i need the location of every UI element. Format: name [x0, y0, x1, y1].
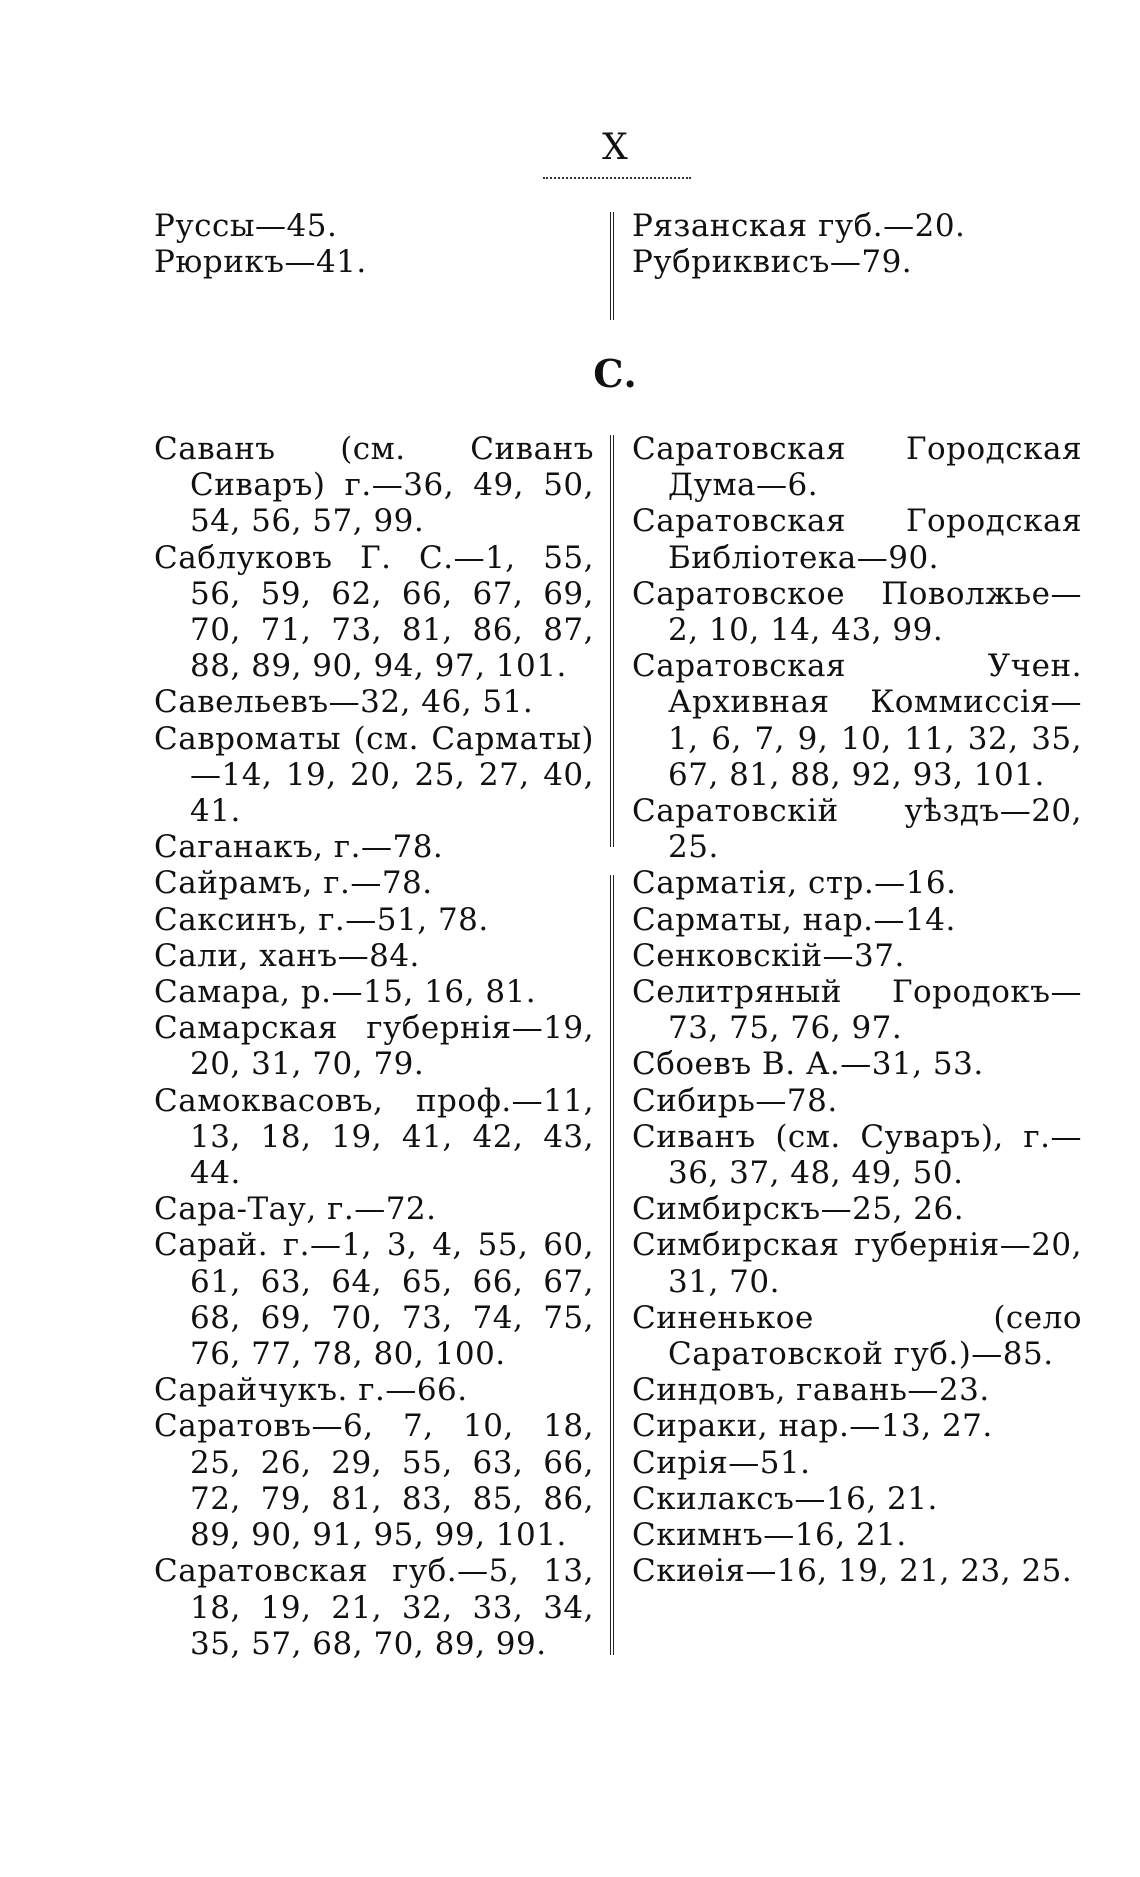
index-entry: Сиванъ (см. Суваръ), г.—36, 37, 48, 49, 50.: [632, 1118, 1082, 1192]
page-number: X: [602, 127, 628, 168]
index-entry: Саратовская губ.—5, 13, 18, 19, 21, 32, 33, 34, 35, 57, 68, 70, 89, 99.: [154, 1553, 594, 1662]
section-r-right-column: [632, 208, 1082, 280]
index-entry: Сайрамъ, г.—78.: [154, 865, 433, 902]
index-entry: Руссы—45.: [154, 208, 338, 244]
index-entry: Сирія—51.: [632, 1444, 811, 1481]
index-entry: Сара-Тау, г.—72.: [154, 1191, 437, 1228]
index-entry: Сенковскій—37.: [632, 937, 905, 974]
index-entry: Рюрикъ—41.: [154, 244, 367, 281]
section-letter: С.: [593, 351, 637, 396]
index-entry: Синенькое (село Саратовской губ.)—85.: [632, 1299, 1082, 1373]
index-entry: Самарская губернія—19, 20, 31, 70, 79.: [154, 1010, 594, 1083]
column-divider: [610, 212, 614, 320]
index-entry: Саблуковъ Г. С.—1, 55, 56, 59, 62, 66, 67, 69, 70, 71, 73, 81, 86, 87, 88, 89, 90, 94, 97, 101.: [154, 539, 594, 685]
section-s-left-column: [154, 431, 594, 1662]
section-s-right-column: [632, 431, 1082, 1590]
index-entry: Сбоевъ В. А.—31, 53.: [632, 1046, 984, 1083]
index-entry: Саратовское Поволжье—2, 10, 14, 43, 99.: [632, 575, 1082, 649]
index-entry: Симбирскъ—25, 26.: [632, 1191, 965, 1228]
index-entry: Скимнъ—16, 21.: [632, 1517, 907, 1554]
section-r-left-column: [154, 208, 604, 280]
index-entry: Синдовъ, гавань—23.: [632, 1372, 990, 1409]
index-entry: Сарматы, нар.—14.: [632, 901, 956, 938]
index-entry: Самара, р.—15, 16, 81.: [154, 974, 537, 1011]
index-entry: Сарайчукъ. г.—66.: [154, 1372, 468, 1409]
index-entry: Самоквасовъ, проф.—11, 13, 18, 19, 41, 42, 43, 44.: [154, 1082, 594, 1192]
index-entry: Рязанская губ.—20.: [632, 208, 966, 244]
index-entry: Савроматы (см. Сарматы)—14, 19, 20, 25, 27, 40, 41.: [154, 720, 594, 830]
index-entry: Скиѳія—16, 19, 21, 23, 25.: [632, 1553, 1073, 1590]
index-entry: Саратовскій уѣздъ—20, 25.: [632, 793, 1082, 866]
index-entry: Саганакъ, г.—78.: [154, 829, 444, 866]
index-entry: Саратовъ—6, 7, 10, 18, 25, 26, 29, 55, 63, 66, 72, 79, 81, 83, 85, 86, 89, 90, 91, 95, 99, 101.: [154, 1408, 594, 1554]
index-entry: Скилаксъ—16, 21.: [632, 1480, 938, 1517]
index-entry: Сираки, нар.—13, 27.: [632, 1408, 993, 1445]
index-entry: Рубриквисъ—79.: [632, 244, 913, 281]
index-entry: Сарматія, стр.—16.: [632, 865, 957, 902]
index-entry: Саванъ (см. Сиванъ Сиваръ) г.—36, 49, 50, 54, 56, 57, 99.: [154, 431, 594, 540]
header-rule: [543, 177, 691, 179]
index-entry: Саратовская Учен. Архивная Коммиссія—1, 6, 7, 9, 10, 11, 32, 35, 67, 81, 88, 92, 93, 101.: [632, 648, 1082, 793]
index-entry: Саратовская Городская Библіотека—90.: [632, 503, 1082, 576]
index-entry: Сибирь—78.: [632, 1082, 838, 1119]
index-entry: Сали, ханъ—84.: [154, 937, 420, 974]
index-entry: Селитряный Городокъ—73, 75, 76, 97.: [632, 974, 1082, 1047]
column-divider: [610, 875, 614, 1655]
index-entry: Савельевъ—32, 46, 51.: [154, 684, 534, 721]
column-divider: [610, 435, 614, 847]
index-entry: Симбирская губернія—20, 31, 70.: [632, 1227, 1082, 1300]
index-entry: Саксинъ, г.—51, 78.: [154, 901, 489, 938]
index-entry: Саратовская Городская Дума—6.: [632, 431, 1082, 504]
index-entry: Сарай. г.—1, 3, 4, 55, 60, 61, 63, 64, 65, 66, 67, 68, 69, 70, 73, 74, 75, 76, 77, 78, 80, 100.: [154, 1227, 594, 1373]
